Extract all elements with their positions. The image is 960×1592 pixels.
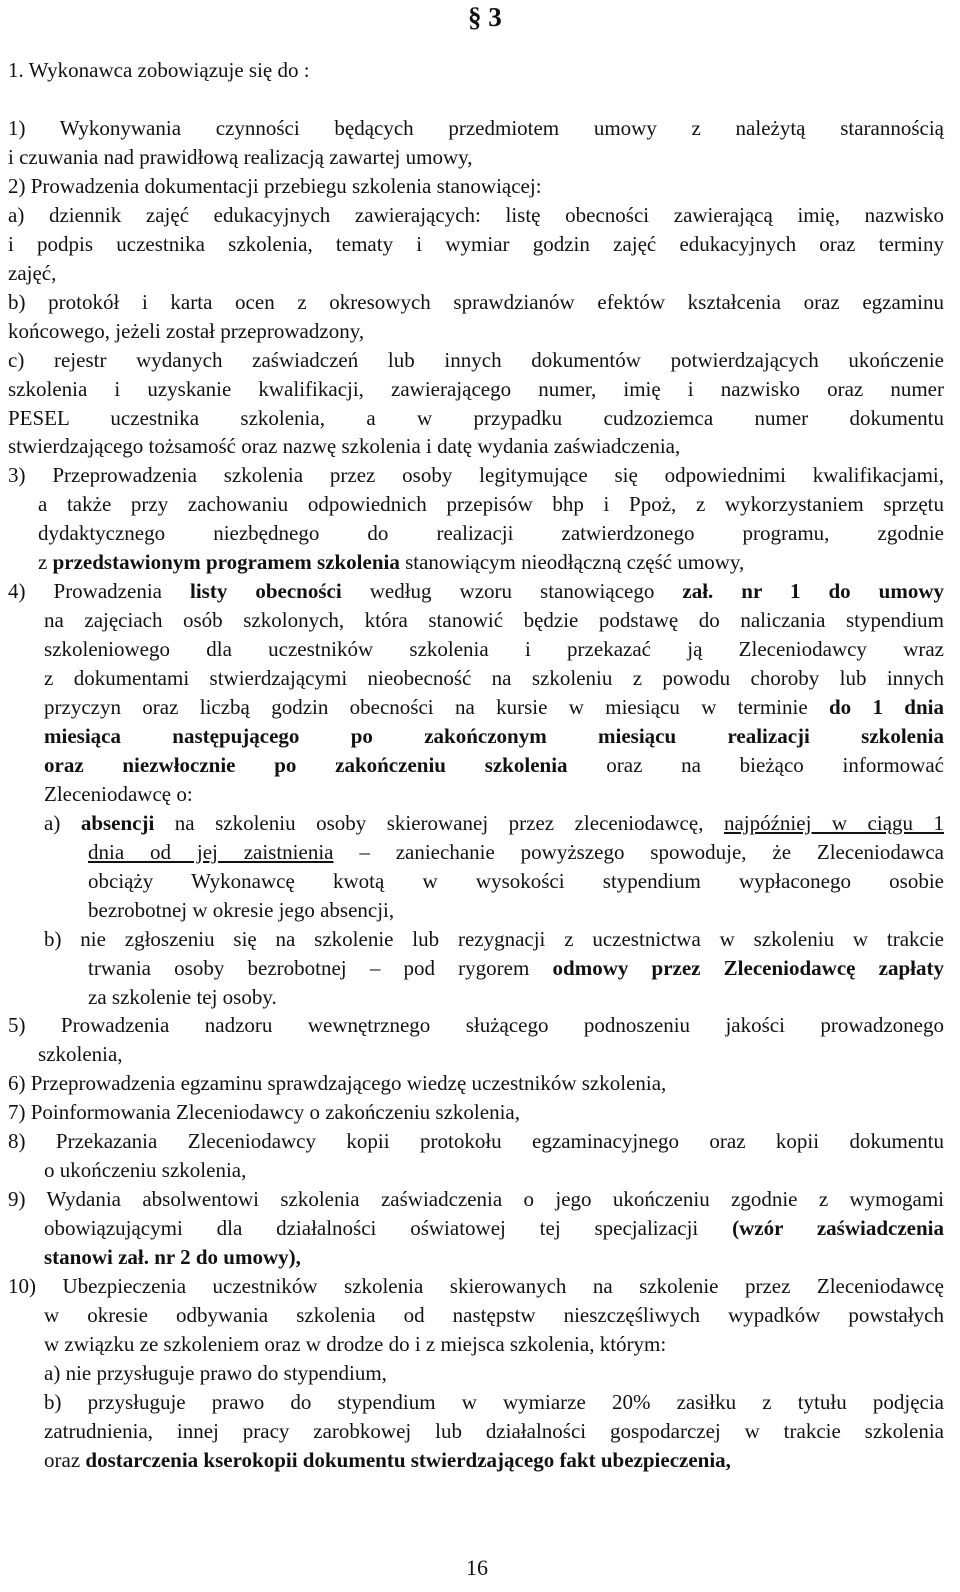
text-segment: b) protokół i karta ocen z okresowych sprawdzianów efektów kształcenia oraz egzaminu [8,289,944,314]
bold-text: stanowi zał. nr 2 do umowy), [44,1245,301,1270]
text-line [8,1098,944,1127]
text-segment: a także przy zachowaniu odpowiednich przepisów bhp i Ppoż, z wykorzystaniem sprzętu [38,492,944,517]
text-line [88,983,944,1012]
text-line [8,288,944,317]
text-segment: i podpis uczestnika szkolenia, tematy i wymiar godzin zajęć edukacyjnych oraz terminy [8,231,944,256]
bold-text: absencji [80,810,155,835]
text-line [8,1185,944,1214]
text-segment: w okresie odbywania szkolenia od następstw nieszczęśliwych wypadków powstałych [44,1302,944,1327]
text-line [44,1388,944,1417]
text-segment: z dokumentami stwierdzającymi nieobecność na szkoleniu z powodu choroby lub innych [44,666,944,691]
text-segment: 6) Przeprowadzenia egzaminu sprawdzającego wiedzę uczestników szkolenia, [8,1071,667,1096]
bold-text: listy obecności [190,579,342,604]
text-line [44,1359,944,1388]
text-segment: oraz na bieżąco informować [567,752,944,777]
text-segment: w związku ze szkoleniem oraz w drodze do i z miejsca szkolenia, którym: [44,1331,667,1356]
text-line [8,461,944,490]
text-line [44,751,944,780]
text-segment: szkolenia i uzyskanie kwalifikacji, zawierającego numer, imię i nazwisko oraz numer [8,376,944,401]
text-line [44,606,944,635]
text-segment: według wzoru stanowiącego [341,579,683,604]
text-line [8,143,944,172]
page-number: 16 [466,1555,488,1580]
text-segment: 3) Przeprowadzenia szkolenia przez osoby legitymujące się odpowiednimi kwalifikacjami, [8,463,944,488]
text-line [8,346,944,375]
text-line [44,1417,944,1446]
text-segment: PESEL uczestnika szkolenia, a w przypadku cudzoziemca numer dokumentu [8,405,944,430]
text-segment: i czuwania nad prawidłową realizacją zawartej umowy, [8,144,473,169]
text-segment: za szkolenie tej osoby. [88,984,277,1009]
text-line [88,954,944,983]
text-line [38,548,944,577]
text-line [8,432,944,461]
section-heading: § 3 [468,2,502,32]
text-line [88,838,944,867]
text-segment: 8) Przekazania Zleceniodawcy kopii protokołu egzaminacyjnego oraz kopii dokumentu [8,1129,944,1154]
text-segment: szkolenia, [38,1042,123,1067]
bold-text: przedstawionym programem szkolenia [52,550,400,575]
text-line [38,519,944,548]
bold-text: oraz niezwłocznie po zakończeniu szkolenia [44,752,568,777]
bold-text: do 1 dnia [828,695,945,719]
text-segment: 1) Wykonywania czynności będących przedmiotem umowy z należytą starannością [8,116,944,140]
text-line [8,1011,944,1040]
text-line [8,201,944,230]
text-segment: końcowego, jeżeli został przeprowadzony, [8,318,365,343]
text-line [38,1040,944,1069]
text-line [44,1446,944,1475]
text-line [44,925,944,954]
text-segment: zatrudnienia, innej pracy zarobkowej lub działalności gospodarczej w trakcie szkolenia [44,1418,944,1443]
text-line [8,114,944,143]
text-line [38,490,944,519]
text-line [8,317,944,346]
text-line [8,230,944,259]
text-segment: bezrobotnej w okresie jego absencji, [88,897,395,922]
text-segment: 4) Prowadzenia [8,579,190,604]
text-line [44,1301,944,1330]
text-segment: a) nie przysługuje prawo do stypendium, [44,1360,387,1385]
text-segment: na szkoleniu osoby skierowanej przez zleceniodawcę, [154,810,724,835]
text-line [8,1069,944,1098]
bold-text: zał. nr 1 do umowy [682,579,945,604]
text-segment: trwania osoby bezrobotnej – pod rygorem [88,955,553,980]
text-line [88,867,944,896]
text-segment: z [38,550,53,575]
text-segment: przyczyn oraz liczbą godzin obecności na kursie w miesiącu w terminie [44,695,829,719]
text-segment: o ukończeniu szkolenia, [44,1158,247,1183]
text-segment: 10) Ubezpieczenia uczestników szkolenia skierowanych na szkolenie przez Zleceniodawcę [8,1274,944,1298]
text-line [8,404,944,433]
text-segment: a) [44,810,81,835]
text-line [44,693,944,722]
text-line [44,780,944,809]
text-line [44,1214,944,1243]
text-line [8,259,944,288]
text-segment: stwierdzającego tożsamość oraz nazwę szkolenia i datę wydania zaświadczenia, [8,434,681,459]
text-segment: b) przysługuje prawo do stypendium w wymiarze 20% zasiłku z tytułu podjęcia [44,1389,944,1414]
text-line [44,635,944,664]
text-segment: obowiązującymi dla działalności oświatowej tej specjalizacji [44,1216,733,1241]
bold-text: (wzór zaświadczenia [732,1216,944,1241]
text-line [8,1272,944,1301]
text-line [8,375,944,404]
text-line [44,1330,944,1359]
underlined-text: dnia od jej zaistnienia [88,839,334,864]
underlined-text: najpóźniej w ciągu 1 [723,810,944,835]
text-segment: oraz [44,1447,86,1472]
text-line [8,172,944,201]
text-segment: – zaniechanie powyższego spowoduje, że Zleceniodawca [333,839,944,864]
text-line [44,1156,944,1185]
text-line [88,896,944,925]
text-segment: a) dziennik zajęć edukacyjnych zawierających: listę obecności zawierającą imię, nazwisko [8,202,944,227]
text-segment: c) rejestr wydanych zaświadczeń lub innych dokumentów potwierdzających ukończenie [8,347,944,372]
text-segment: szkoleniowego dla uczestników szkolenia i przekazać ją Zleceniodawcy wraz [44,637,944,662]
text-segment: 7) Poinformowania Zleceniodawcy o zakończeniu szkolenia, [8,1100,520,1125]
text-segment: na zajęciach osób szkolonych, która stanowić będzie podstawę do naliczania stypendium [44,608,944,633]
text-segment: 9) Wydania absolwentowi szkolenia zaświadczenia o jego ukończeniu zgodnie z wymogami [8,1187,944,1212]
bold-text: miesiąca następującego po zakończonym miesiącu realizacji szkolenia [44,723,944,748]
text-segment: stanowiącym nieodłączną część umowy, [399,550,745,575]
text-segment: zajęć, [8,260,57,285]
text-line [8,1127,944,1156]
bold-text: odmowy przez Zleceniodawcę zapłaty [552,955,944,980]
text-line [44,1243,944,1272]
text-segment: b) nie zgłoszeniu się na szkolenie lub rezygnacji z uczestnictwa w szkoleniu w trakcie [44,926,944,951]
text-line [44,809,944,838]
bold-text: dostarczenia kserokopii dokumentu stwierdzającego fakt ubezpieczenia, [85,1447,731,1472]
text-line [44,664,944,693]
text-line [44,722,944,751]
text-line [8,577,944,606]
text-segment: obciąży Wykonawcę kwotą w wysokości stypendium wypłaconego osobie [88,868,944,893]
text-segment: dydaktycznego niezbędnego do realizacji zatwierdzonego programu, zgodnie [38,521,944,546]
text-segment: Zleceniodawcę o: [44,781,193,806]
text-segment: 5) Prowadzenia nadzoru wewnętrznego służącego podnoszeniu jakości prowadzonego [8,1013,944,1038]
intro-line: 1. Wykonawca zobowiązuje się do : [8,58,310,82]
text-segment: 2) Prowadzenia dokumentacji przebiegu szkolenia stanowiącej: [8,173,542,198]
